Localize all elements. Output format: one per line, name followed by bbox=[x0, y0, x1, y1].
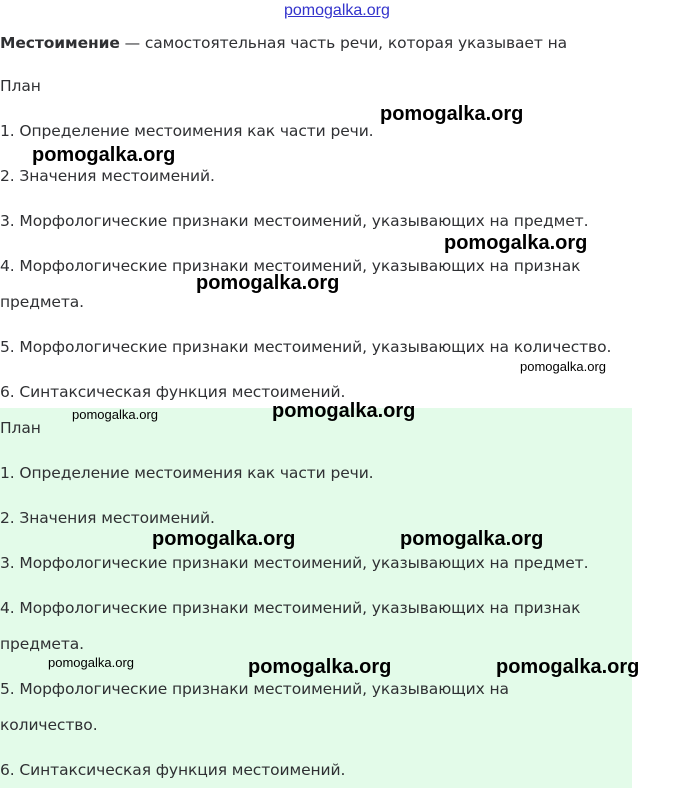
intro-definition: — самостоятельная часть речи, которая указывает на bbox=[119, 34, 568, 52]
watermark: pomogalka.org bbox=[152, 528, 296, 550]
question-item: 6. Синтаксическая функция местоимений. bbox=[0, 383, 346, 401]
answer-item: 6. Синтаксическая функция местоимений. bbox=[0, 761, 346, 779]
watermark: pomogalka.org bbox=[496, 656, 640, 678]
answer-plan-label: План bbox=[0, 419, 41, 437]
answer-item: предмета. bbox=[0, 635, 85, 653]
intro-term: Местоимение bbox=[0, 34, 120, 52]
watermark: pomogalka.org bbox=[400, 528, 544, 550]
question-item: 3. Морфологические признаки местоимений, указывающих на предмет. bbox=[0, 212, 589, 230]
site-link[interactable]: pomogalka.org bbox=[284, 2, 390, 19]
watermark: pomogalka.org bbox=[248, 656, 392, 678]
watermark: pomogalka.org bbox=[272, 400, 416, 422]
answer-item: 5. Морфологические признаки местоимений, указывающих на bbox=[0, 680, 509, 698]
watermark: pomogalka.org bbox=[196, 272, 340, 294]
question-item: предмета. bbox=[0, 293, 85, 311]
watermark: pomogalka.org bbox=[380, 103, 524, 125]
answer-item: 1. Определение местоимения как части речи. bbox=[0, 464, 374, 482]
watermark: pomogalka.org bbox=[520, 359, 606, 374]
watermark: pomogalka.org bbox=[48, 655, 134, 670]
answer-item: количество. bbox=[0, 716, 98, 734]
watermark: pomogalka.org bbox=[444, 232, 588, 254]
watermark: pomogalka.org bbox=[72, 407, 158, 422]
intro-paragraph bbox=[0, 34, 567, 52]
question-item: 5. Морфологические признаки местоимений, указывающих на количество. bbox=[0, 338, 612, 356]
answer-item: 4. Морфологические признаки местоимений, указывающих на признак bbox=[0, 599, 581, 617]
answer-item: 2. Значения местоимений. bbox=[0, 509, 215, 527]
question-item: 2. Значения местоимений. bbox=[0, 167, 215, 185]
answer-item: 3. Морфологические признаки местоимений, указывающих на предмет. bbox=[0, 554, 589, 572]
question-plan-label: План bbox=[0, 77, 41, 95]
question-item: 1. Определение местоимения как части речи. bbox=[0, 122, 374, 140]
watermark: pomogalka.org bbox=[32, 144, 176, 166]
question-item: 4. Морфологические признаки местоимений, указывающих на признак bbox=[0, 257, 581, 275]
